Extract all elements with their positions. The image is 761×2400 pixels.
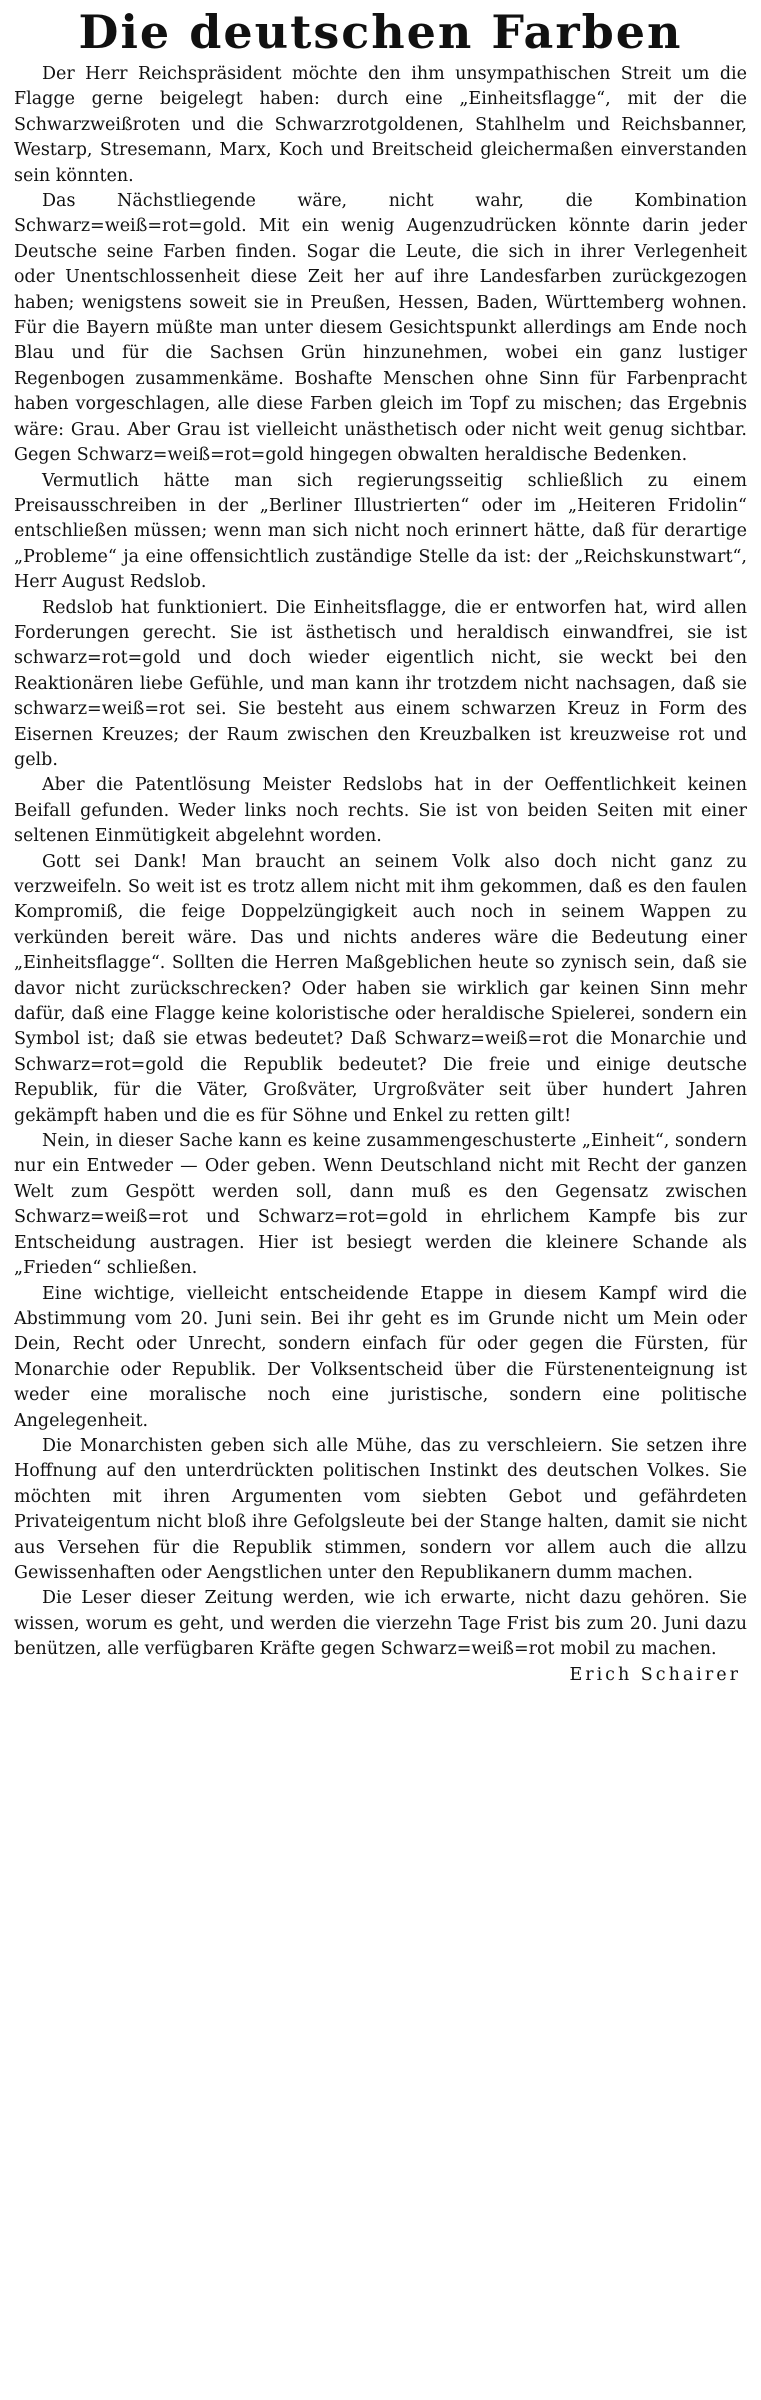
article-paragraph-10: Die Leser dieser Zeitung werden, wie ich erwarte, nicht dazu gehören. Sie wissen, worum es geht, und werden die vierzehn Tage Frist bis zum 20. Juni dazu benützen, alle verfügbaren Kräfte gegen Schwarz=weiß=rot mobil zu machen.	[14, 1588, 747, 1660]
article-paragraph-5: Aber die Patentlösung Meister Redslobs hat in der Oeffentlichkeit keinen Beifall gefunden. Weder links noch rechts. Sie ist von beiden Seiten mit einer seltenen Einmütigkeit abgelehnt worden.	[14, 775, 747, 847]
article-paragraph-3: Vermutlich hätte man sich regierungsseitig schließlich zu einem Preisausschreiben in der „Berliner Illustrierten“ oder im „Heiteren Fridolin“ entschließen müssen; wenn man sich nicht noch erinnert hätte, daß für derartige „Probleme“ ja eine offensichtlich zuständige Stelle da ist: der „Reichskunstwart“, Herr August Redslob.	[14, 470, 747, 593]
newspaper-page	[14, 0, 747, 2400]
article-body	[14, 62, 747, 1688]
article-paragraph-8: Eine wichtige, vielleicht entscheidende Etappe in diesem Kampf wird die Abstimmung vom 20. Juni sein. Bei ihr geht es im Grunde nicht um Mein oder Dein, Recht oder Unrecht, sondern einfach für oder gegen die Fürsten, für Monarchie oder Republik. Der Volksentscheid über die Fürstenenteignung ist weder eine moralische noch eine juristische, sondern eine politische Angelegenheit.	[14, 1283, 747, 1431]
article-paragraph-1: Der Herr Reichspräsident möchte den ihm unsympathischen Streit um die Flagge gerne beigelegt haben: durch eine „Einheitsflagge“, mit der die Schwarzweißroten und die Schwarzrotgoldenen, Stahlhelm und Reichsbanner, Westarp, Stresemann, Marx, Koch und Breitscheid gleichermaßen einverstanden sein könnten.	[14, 64, 747, 186]
article-headline: Die deutschen Farben	[78, 5, 683, 58]
article-paragraph-4: Redslob hat funktioniert. Die Einheitsflagge, die er entworfen hat, wird allen Forderungen gerecht. Sie ist ästhetisch und heraldisch einwandfrei, sie ist schwarz=rot=gold und doch wieder eigentlich nicht, sie weckt bei den Reaktionären liebe Gefühle, und man kann ihr trotzdem nicht nachsagen, daß sie schwarz=weiß=rot sei. Sie besteht aus einem schwarzen Kreuz in Form des Eisernen Kreuzes; der Raum zwischen den Kreuzbalken ist kreuzweise rot und gelb.	[14, 597, 747, 770]
article-author-signature: Erich Schairer	[569, 1664, 741, 1685]
article-paragraph-7: Nein, in dieser Sache kann es keine zusammengeschusterte „Einheit“, sondern nur ein Entweder — Oder geben. Wenn Deutschland nicht mit Recht der ganzen Welt zum Gespött werden soll, dann muß es den Gegensatz zwischen Schwarz=weiß=rot und Schwarz=rot=gold in ehrlichem Kampfe bis zur Entscheidung austragen. Hier ist besiegt werden die kleinere Schande als „Frieden“ schließen.	[14, 1131, 747, 1279]
article-paragraph-2: Das Nächstliegende wäre, nicht wahr, die Kombination Schwarz=weiß=rot=gold. Mit ein wenig Augenzudrücken könnte darin jeder Deutsche seine Farben finden. Sogar die Leute, die sich in ihrer Verlegenheit oder Unentschlossenheit diese Zeit her auf ihre Landesfarben zurückgezogen haben; wenigstens soweit sie in Preußen, Hessen, Baden, Württemberg wohnen. Für die Bayern müßte man unter diesem Gesichtspunkt allerdings am Ende noch Blau und für die Sachsen Grün hinzunehmen, wobei ein ganz lustiger Regenbogen zusammenkäme. Boshafte Menschen ohne Sinn für Farbenpracht haben vorgeschlagen, alle diese Farben gleich im Topf zu mischen; das Ergebnis wäre: Grau. Aber Grau ist vielleicht unästhetisch oder nicht weit genug sichtbar. Gegen Schwarz=weiß=rot=gold hingegen obwalten heraldische Bedenken.	[14, 191, 747, 466]
article-paragraph-9: Die Monarchisten geben sich alle Mühe, das zu verschleiern. Sie setzen ihre Hoffnung auf den unterdrückten politischen Instinkt des deutschen Volkes. Sie möchten mit ihren Argumenten vom siebten Gebot und gefährdeten Privateigentum nicht bloß ihre Gefolgsleute bei der Stange halten, damit sie nicht aus Versehen für die Republik stimmen, sondern vor allem auch die allzu Gewissenhaften oder Aengstlichen unter den Republikanern dumm machen.	[14, 1435, 747, 1583]
article-paragraph-6: Gott sei Dank! Man braucht an seinem Volk also doch nicht ganz zu verzweifeln. So weit ist es trotz allem nicht mit ihm gekommen, daß es den faulen Kompromiß, die feige Doppelzüngigkeit auch noch in seinem Wappen zu verkünden bereit wäre. Das und nichts anderes wäre die Bedeutung einer „Einheitsflagge“. Sollten die Herren Maßgeblichen heute so zynisch sein, daß sie davor nicht zurückschrecken? Oder haben sie wirklich gar keinen Sinn mehr dafür, daß eine Flagge keine koloristische oder heraldische Spielerei, sondern ein Symbol ist; daß sie etwas bedeutet? Daß Schwarz=weiß=rot die Monarchie und Schwarz=rot=gold die Republik bedeutet? Die freie und einige deutsche Republik, für die Väter, Großväter, Urgroßväter seit über hundert Jahren gekämpft haben und die es für Söhne und Enkel zu retten gilt!	[14, 851, 747, 1126]
